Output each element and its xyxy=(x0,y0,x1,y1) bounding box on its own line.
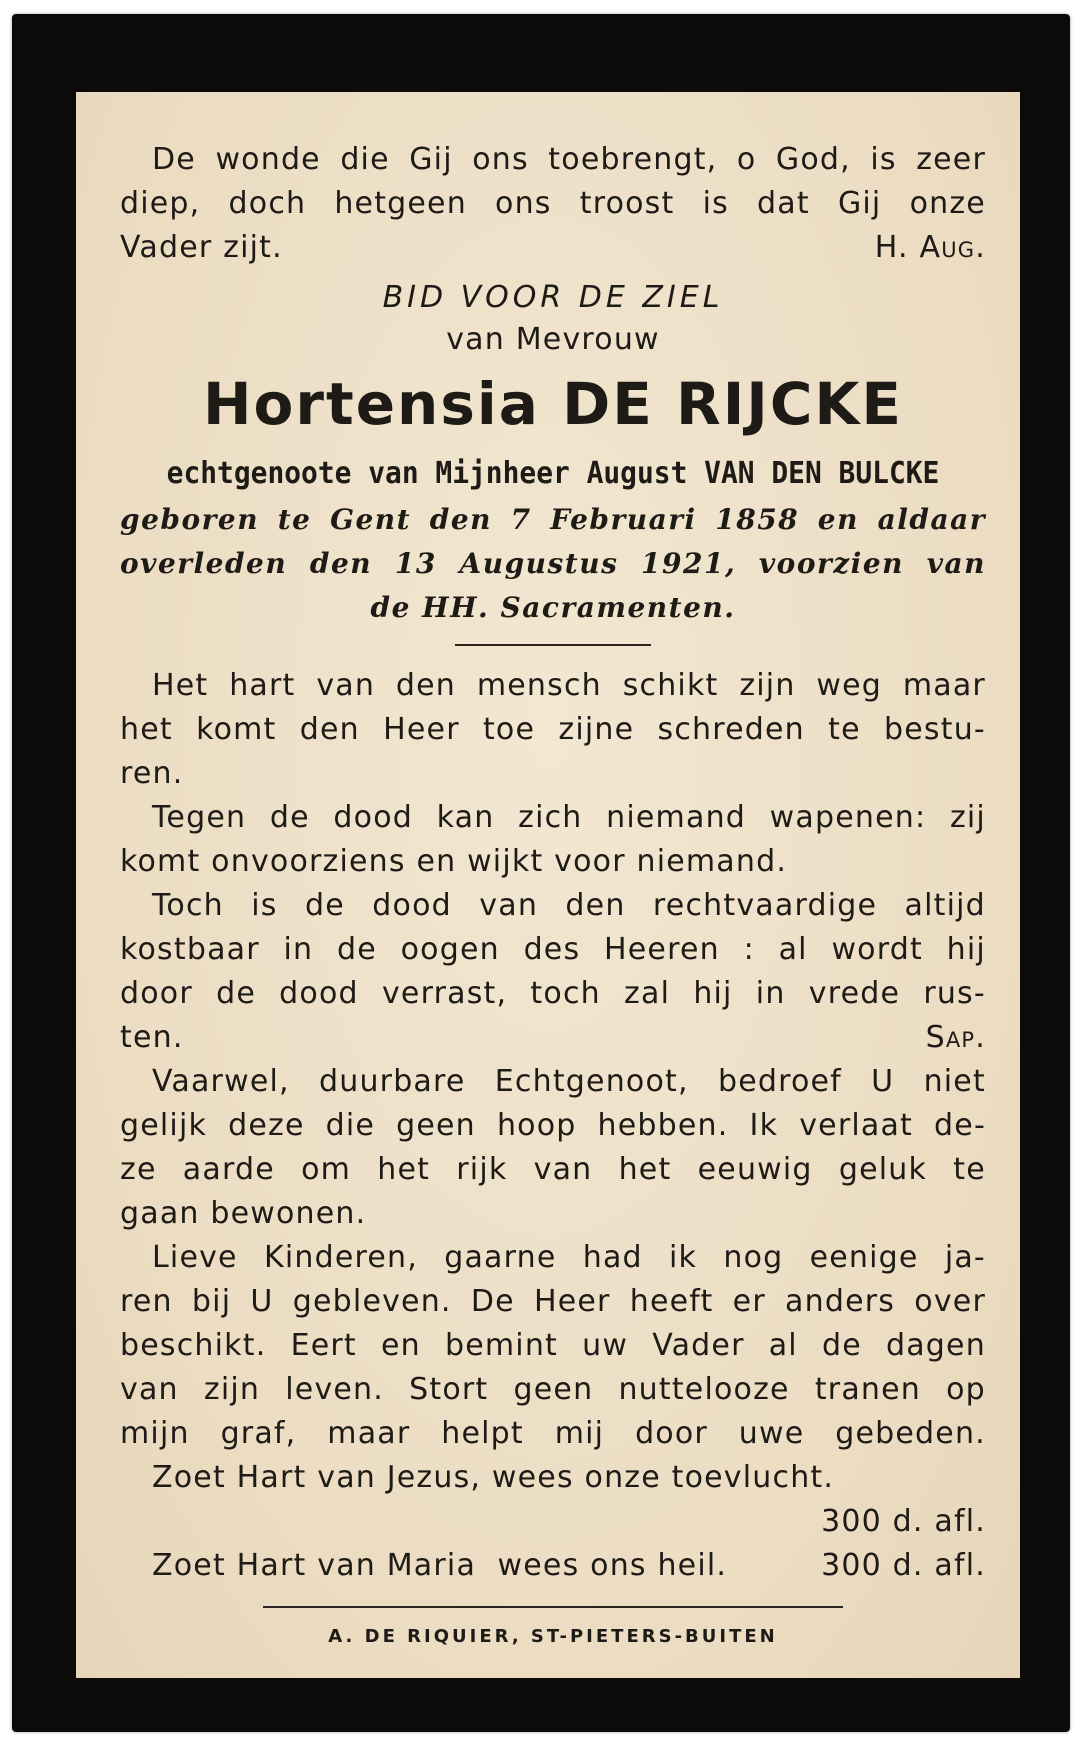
word: den xyxy=(565,888,626,923)
word: schikt xyxy=(622,668,719,703)
word: dood xyxy=(372,888,452,923)
word: van xyxy=(479,888,539,923)
word: Eert xyxy=(290,1328,357,1363)
word: die xyxy=(325,1108,376,1143)
word: zal xyxy=(624,976,671,1011)
word: het xyxy=(618,1152,672,1187)
indulgence-1-value: 300 d. afl. xyxy=(821,1504,986,1539)
paragraph-2 xyxy=(120,796,986,884)
word: om xyxy=(301,1152,352,1187)
word: verrast, xyxy=(381,976,508,1011)
word: eenige xyxy=(809,1240,919,1275)
word: altijd xyxy=(904,888,986,923)
paragraph-line xyxy=(120,1060,986,1104)
birth-death-info xyxy=(120,498,986,630)
word: er xyxy=(732,1284,766,1319)
word: de xyxy=(216,976,256,1011)
word: al xyxy=(768,1328,798,1363)
word: Februari xyxy=(550,503,697,536)
word: duurbare xyxy=(318,1064,466,1099)
word: Gent xyxy=(330,503,412,536)
word: mij xyxy=(554,1416,605,1451)
paragraph-4 xyxy=(120,1060,986,1236)
word: van xyxy=(926,547,986,580)
word: de xyxy=(336,932,377,967)
word: tranen xyxy=(814,1372,921,1407)
quote-text-end: Vader zijt. xyxy=(120,230,283,265)
word: heeft xyxy=(629,1284,714,1319)
word: al xyxy=(778,932,808,967)
word: zijn xyxy=(739,668,796,703)
word: gelijk xyxy=(120,1108,208,1143)
paragraph-line xyxy=(120,1148,986,1192)
word: toch xyxy=(530,976,601,1011)
word: wapenen: xyxy=(769,800,927,835)
word: Ik xyxy=(749,1108,779,1143)
word: hetgeen xyxy=(334,186,467,221)
word: het xyxy=(120,712,173,747)
paragraph-line xyxy=(120,1104,986,1148)
card-text xyxy=(120,138,986,1652)
word: den xyxy=(309,547,373,580)
paragraph-line xyxy=(120,1280,986,1324)
word: over xyxy=(914,1284,986,1319)
word: komt xyxy=(196,712,277,747)
word: de- xyxy=(934,1108,986,1143)
word: is xyxy=(870,142,897,177)
indulgence-2 xyxy=(120,1544,986,1588)
paragraph-line xyxy=(120,1324,986,1368)
death-line xyxy=(120,542,986,586)
word: bemint xyxy=(444,1328,559,1363)
word: Kinderen, xyxy=(263,1240,418,1275)
word: ik xyxy=(669,1240,698,1275)
word: op xyxy=(946,1372,986,1407)
word: ren xyxy=(120,1284,173,1319)
quote-last-line xyxy=(120,226,986,270)
word: het xyxy=(377,1152,431,1187)
word: oogen xyxy=(400,932,500,967)
word: zijn xyxy=(203,1372,261,1407)
word: eeuwig xyxy=(697,1152,813,1187)
word: rus- xyxy=(923,976,986,1011)
paragraph-last-line xyxy=(120,1016,986,1060)
word: mijn xyxy=(120,1416,190,1451)
quote-attribution: H. Aug. xyxy=(874,230,986,265)
indulgence-2-value: 300 d. afl. xyxy=(821,1548,986,1583)
word: zich xyxy=(518,800,583,835)
word: overleden xyxy=(120,547,288,580)
card-paper xyxy=(76,92,1020,1678)
word: zeer xyxy=(916,142,986,177)
word: wordt xyxy=(831,932,923,967)
word: rechtvaardige xyxy=(652,888,878,923)
word: bestu- xyxy=(884,712,986,747)
word: De xyxy=(152,142,196,177)
word: Echtgenoot, xyxy=(494,1064,689,1099)
word: hij xyxy=(946,932,986,967)
word: van xyxy=(316,668,376,703)
word: kostbaar xyxy=(120,932,260,967)
word: Heeren xyxy=(604,932,720,967)
word: rijk xyxy=(456,1152,508,1187)
word: uw xyxy=(582,1328,629,1363)
word: de xyxy=(305,888,345,923)
paragraph-line: ren. xyxy=(120,756,184,791)
word: toebrengt, xyxy=(548,142,718,177)
word: Stort xyxy=(409,1372,489,1407)
word: door xyxy=(635,1416,708,1451)
word: gebleven. xyxy=(292,1284,452,1319)
paragraph-line xyxy=(120,972,986,1016)
divider xyxy=(455,644,651,646)
word: kan xyxy=(436,800,495,835)
word: Het xyxy=(152,668,209,703)
word: niemand xyxy=(606,800,747,835)
word: geen xyxy=(513,1372,594,1407)
word: mensch xyxy=(476,668,602,703)
word: verlaat xyxy=(799,1108,914,1143)
word: dood xyxy=(333,800,413,835)
word: leven. xyxy=(285,1372,385,1407)
word: nog xyxy=(723,1240,784,1275)
word: de xyxy=(821,1328,862,1363)
word: te xyxy=(828,712,861,747)
paragraph-line xyxy=(120,884,986,928)
paragraph-line: gaan bewonen. xyxy=(120,1196,367,1231)
word: van xyxy=(533,1152,593,1187)
paragraph-1 xyxy=(120,664,986,796)
deceased-name: Hortensia DE RIJCKE xyxy=(203,370,903,438)
title-prefix: van Mevrouw xyxy=(446,322,660,357)
bottom-divider xyxy=(263,1606,843,1608)
word: onze xyxy=(909,186,986,221)
word: Vaarwel, xyxy=(152,1064,290,1099)
indulgence-1-text: Zoet Hart van Jezus, wees onze toevlucht. xyxy=(152,1460,835,1495)
paragraph-line xyxy=(120,796,986,840)
word: Toch xyxy=(152,888,224,923)
word: zijne xyxy=(558,712,635,747)
word: voorzien xyxy=(758,547,904,580)
word: U xyxy=(871,1064,895,1099)
word: aarde xyxy=(182,1152,275,1187)
birth-line xyxy=(120,498,986,542)
word: den xyxy=(429,503,492,536)
word: 1858 xyxy=(715,503,800,536)
word: Heer xyxy=(383,712,460,747)
word: die xyxy=(340,142,390,177)
printer-name: A. DE RIQUIER, ST-PIETERS-BUITEN xyxy=(328,1626,778,1647)
word: van xyxy=(120,1372,179,1407)
word: in xyxy=(755,976,786,1011)
word: 13 xyxy=(394,547,437,580)
word: nuttelooze xyxy=(618,1372,790,1407)
word: bij xyxy=(191,1284,232,1319)
paragraph-line xyxy=(120,708,986,752)
word: weg xyxy=(816,668,882,703)
word: is xyxy=(251,888,278,923)
word: toe xyxy=(482,712,536,747)
opening-quote xyxy=(120,138,986,270)
word: aldaar xyxy=(877,503,986,536)
word: geen xyxy=(396,1108,476,1143)
word: ja- xyxy=(944,1240,986,1275)
word: graf, xyxy=(220,1416,297,1451)
indulgence-2-text: Zoet Hart van Maria wees ons heil. xyxy=(152,1548,728,1583)
word: dagen xyxy=(885,1328,986,1363)
word: gaarne xyxy=(444,1240,557,1275)
word: den xyxy=(395,668,457,703)
word: door xyxy=(120,976,193,1011)
prayer-header: BID VOOR DE ZIEL xyxy=(382,280,724,315)
word: Augustus xyxy=(459,547,619,580)
word: bedroef xyxy=(717,1064,842,1099)
paragraph-line xyxy=(120,1412,986,1456)
word: God, xyxy=(775,142,851,177)
word: dat xyxy=(757,186,810,221)
quote-line xyxy=(120,138,986,182)
memorial-card xyxy=(12,14,1070,1732)
word: Lieve xyxy=(152,1240,238,1275)
word: wonde xyxy=(215,142,321,177)
word: helpt xyxy=(441,1416,524,1451)
word: de xyxy=(269,800,310,835)
word: geluk xyxy=(838,1152,928,1187)
word: o xyxy=(736,142,757,177)
word: ons xyxy=(472,142,529,177)
word: Tegen xyxy=(152,800,247,835)
word: in xyxy=(283,932,314,967)
word: doch xyxy=(228,186,307,221)
word: te xyxy=(953,1152,986,1187)
sacraments-line: de HH. Sacramenten. xyxy=(370,591,736,624)
word: niet xyxy=(923,1064,986,1099)
word: Vader xyxy=(652,1328,745,1363)
paragraph-3 xyxy=(120,884,986,1060)
word: hij xyxy=(693,976,733,1011)
word: te xyxy=(277,503,312,536)
word: troost xyxy=(579,186,675,221)
word: maar xyxy=(902,668,986,703)
sap-attribution: Sap. xyxy=(925,1020,986,1055)
word: ze xyxy=(120,1152,157,1187)
word: dood xyxy=(279,976,359,1011)
word: hoop xyxy=(496,1108,577,1143)
word: Heer xyxy=(533,1284,611,1319)
word: 1921, xyxy=(641,547,737,580)
word: beschikt. xyxy=(120,1328,267,1363)
word: en xyxy=(817,503,859,536)
word: U xyxy=(250,1284,274,1319)
word: hart xyxy=(229,668,296,703)
word: : xyxy=(743,932,755,967)
word: den xyxy=(299,712,360,747)
paragraph-line xyxy=(120,928,986,972)
word: uwe xyxy=(738,1416,805,1451)
word: geboren xyxy=(120,503,260,536)
word: zij xyxy=(949,800,986,835)
paragraph-text-end: ten. xyxy=(120,1020,184,1055)
word: maar xyxy=(327,1416,411,1451)
word: deze xyxy=(228,1108,305,1143)
word: ons xyxy=(495,186,552,221)
word: diep, xyxy=(120,186,201,221)
word: anders xyxy=(785,1284,896,1319)
paragraph-line xyxy=(120,664,986,708)
paragraph-line: komt onvoorziens en wijkt voor niemand. xyxy=(120,844,788,879)
quote-line xyxy=(120,182,986,226)
word: schreden xyxy=(657,712,805,747)
word: gebeden. xyxy=(835,1416,986,1451)
paragraph-line xyxy=(120,1368,986,1412)
paragraph-5 xyxy=(120,1236,986,1456)
word: De xyxy=(470,1284,515,1319)
word: des xyxy=(523,932,581,967)
word: en xyxy=(380,1328,421,1363)
word: hebben. xyxy=(597,1108,729,1143)
word: is xyxy=(702,186,729,221)
word: Gij xyxy=(409,142,453,177)
word: vrede xyxy=(808,976,901,1011)
word: had xyxy=(582,1240,643,1275)
word: 7 xyxy=(510,503,532,536)
spouse-line: echtgenoote van Mijnheer August VAN DEN BULCKE xyxy=(166,456,940,491)
word: Gij xyxy=(837,186,882,221)
paragraph-line xyxy=(120,1236,986,1280)
